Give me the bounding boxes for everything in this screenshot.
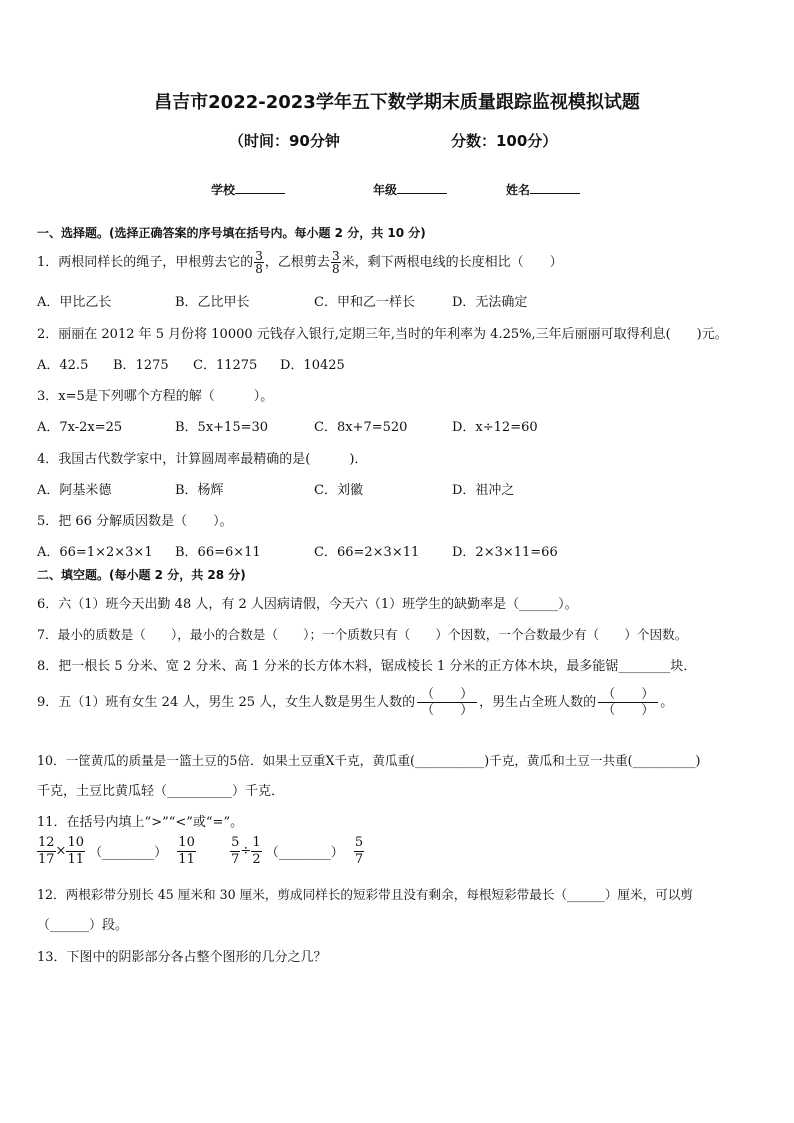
q2-option-a[interactable]: A．42.5 bbox=[37, 358, 89, 373]
q2-option-b[interactable]: B．1275 bbox=[113, 358, 169, 373]
school-blank[interactable] bbox=[235, 181, 285, 194]
q11-frac-10-11-b: $\frac{10}{11}$ bbox=[178, 835, 195, 867]
question-10-line-1: 10．一筐黄瓜的质量是一篮土豆的5倍．如果土豆重X千克，黄瓜重(___________)千克，黄瓜和土豆一共重(__________) bbox=[37, 753, 701, 768]
q1-fraction-1: $\frac{3}{8}$ bbox=[255, 249, 263, 276]
question-5: 5．把 66 分解质因数是（ ）。 bbox=[37, 514, 233, 529]
q5-option-d[interactable]: D．2×3×11=66 bbox=[452, 545, 558, 560]
q11-blank-2[interactable]: （________） bbox=[265, 845, 344, 861]
question-13: 13．下图中的阴影部分各占整个图形的几分之几？ bbox=[37, 950, 327, 965]
q5-option-c[interactable]: C．66=2×3×11 bbox=[314, 545, 420, 560]
exam-time: （时间：90分钟 bbox=[229, 132, 340, 150]
question-11: 11．在括号内填上“>”“<”或“=”。 bbox=[37, 815, 244, 830]
grade-field bbox=[373, 181, 447, 198]
q11-frac-5-7-a: $\frac{5}{7}$ bbox=[231, 835, 240, 867]
question-3: 3．x=5是下列哪个方程的解（ ）。 bbox=[37, 389, 274, 404]
q3-option-a[interactable]: A．7x-2x=25 bbox=[37, 420, 123, 435]
q5-option-b[interactable]: B．66=6×11 bbox=[175, 545, 261, 560]
question-12-line-2: （______）段。 bbox=[37, 918, 129, 933]
q11-blank-1[interactable]: （________） bbox=[89, 845, 168, 861]
q11-frac-1-2: $\frac{1}{2}$ bbox=[252, 835, 261, 867]
q1-option-a[interactable]: A．甲比乙长 bbox=[37, 295, 112, 310]
question-4: 4．我国古代数学家中，计算圆周率最精确的是( )． bbox=[37, 452, 368, 467]
name-label: 姓名 bbox=[506, 183, 531, 197]
q2-option-d[interactable]: D．10425 bbox=[280, 358, 345, 373]
q4-option-d[interactable]: D．祖冲之 bbox=[452, 483, 515, 498]
page-title: 昌吉市2022-2023学年五下数学期末质量跟踪监视模拟试题 bbox=[154, 92, 640, 113]
exam-score: 分数：100分） bbox=[451, 132, 558, 150]
q1-option-c[interactable]: C．甲和乙一样长 bbox=[314, 295, 415, 310]
q3-option-c[interactable]: C．8x+7=520 bbox=[314, 420, 408, 435]
q11-frac-10-11-a: $\frac{10}{11}$ bbox=[67, 835, 84, 867]
q4-option-a[interactable]: A．阿基米德 bbox=[37, 483, 112, 498]
q9-answer-fraction-2[interactable]: （ ） （ ） bbox=[598, 688, 658, 717]
q3-option-b[interactable]: B．5x+15=30 bbox=[175, 420, 269, 435]
q9-text-a: 9．五（1）班有女生 24 人，男生 25 人，女生人数是男生人数的 bbox=[37, 695, 416, 710]
question-7: 7．最小的质数是（ ），最小的合数是（ ）；一个质数只有（ ）个因数，一个合数最少有（ ）个因数。 bbox=[37, 627, 688, 642]
q1-fraction-2: $\frac{3}{8}$ bbox=[331, 249, 340, 276]
q11-comparisons bbox=[37, 836, 364, 866]
q4-option-b[interactable]: B．杨辉 bbox=[175, 483, 224, 498]
q4-option-c[interactable]: C．刘徽 bbox=[314, 483, 363, 498]
question-12-line-1: 12．两根彩带分别长 45 厘米和 30 厘米，剪成同样长的短彩带且没有剩余，每根短彩带最长（______）厘米，可以剪 bbox=[37, 887, 693, 902]
section-1-heading: 一、选择题。(选择正确答案的序号填在括号内。每小题 2 分，共 10 分) bbox=[37, 226, 426, 240]
school-label: 学校 bbox=[211, 183, 236, 197]
grade-blank[interactable] bbox=[397, 181, 447, 194]
grade-label: 年级 bbox=[373, 183, 398, 197]
q1-option-d[interactable]: D．无法确定 bbox=[452, 295, 528, 310]
q11-frac-12-17: $\frac{12}{17}$ bbox=[38, 835, 55, 867]
q11-frac-5-7-b: $\frac{5}{7}$ bbox=[354, 835, 364, 867]
question-9 bbox=[37, 688, 673, 717]
question-10-line-2: 千克，土豆比黄瓜轻（__________）千克． bbox=[37, 784, 285, 799]
divide-sign: ÷ bbox=[240, 843, 252, 859]
q1-text-c: 米，剩下两根电线的长度相比（ ） bbox=[341, 255, 563, 270]
q9-text-c: 。 bbox=[660, 695, 674, 710]
question-6: 6．六（1）班今天出勤 48 人，有 2 人因病请假，今天六（1）班学生的缺勤率是（______）。 bbox=[37, 597, 578, 612]
q9-answer-fraction-1[interactable]: （ ） （ ） bbox=[417, 688, 477, 717]
q1-option-b[interactable]: B．乙比甲长 bbox=[175, 295, 250, 310]
name-field bbox=[506, 181, 580, 198]
school-field bbox=[211, 181, 285, 198]
q2-option-c[interactable]: C．11275 bbox=[193, 358, 258, 373]
q1-text-a: 1．两根同样长的绳子，甲根剪去它的 bbox=[37, 255, 254, 270]
question-1 bbox=[37, 250, 563, 275]
name-blank[interactable] bbox=[530, 181, 580, 194]
q1-text-b: ，乙根剪去 bbox=[264, 255, 330, 270]
q3-option-d[interactable]: D．x÷12=60 bbox=[452, 420, 538, 435]
section-2-heading: 二、填空题。(每小题 2 分，共 28 分) bbox=[37, 568, 246, 582]
q9-text-b: ，男生占全班人数的 bbox=[479, 695, 597, 710]
times-sign: × bbox=[55, 843, 67, 859]
question-2: 2．丽丽在 2012 年 5 月份将 10000 元钱存入银行,定期三年,当时的年利率为 4.25%,三年后丽丽可取得利息( )元。 bbox=[37, 327, 728, 342]
q5-option-a[interactable]: A．66=1×2×3×1 bbox=[37, 545, 153, 560]
question-8: 8．把一根长 5 分米、宽 2 分米、高 1 分米的长方体木料，锯成棱长 1 分米的正方体木块，最多能锯________块． bbox=[37, 659, 697, 674]
